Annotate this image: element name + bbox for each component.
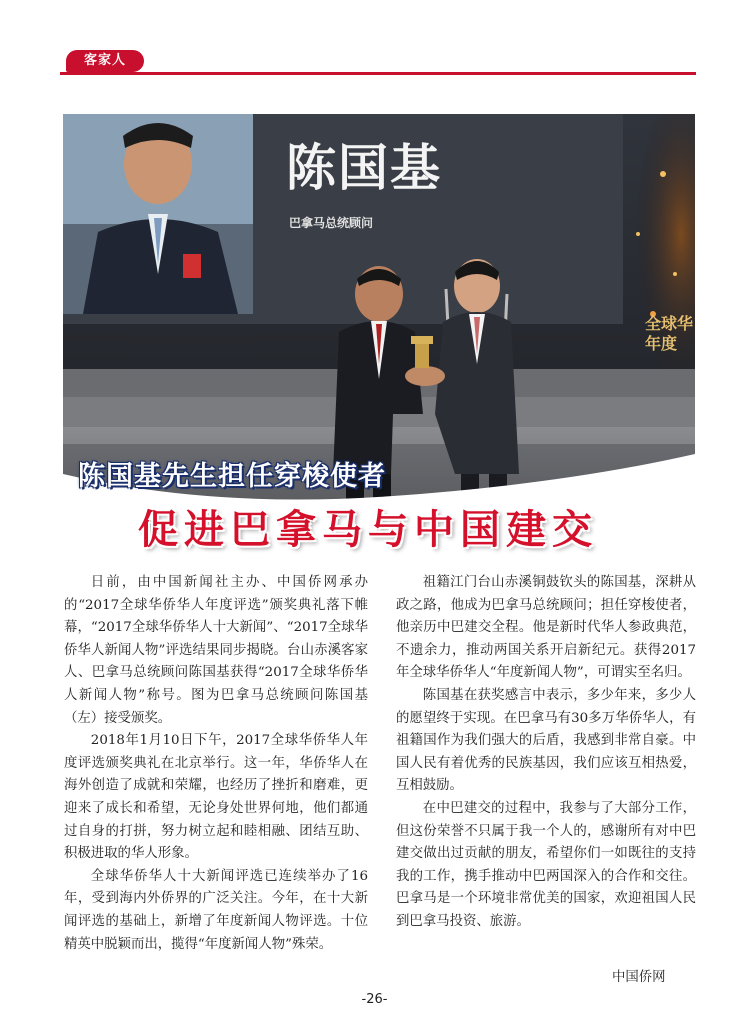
article-column-right — [396, 572, 696, 934]
paragraph: 全球华侨华人十大新闻评选已连续举办了16年，受到海内外侨界的广泛关注。今年，在十大新闻评选的基础上，新增了年度新闻人物评选。十位精英中脱颖而出，揽得“年度新闻人物”殊荣。 — [64, 868, 368, 952]
paragraph: 陈国基在获奖感言中表示，多少年来，多少人的愿望终于实现。在巴拿马有30多万华侨华人，有祖籍国作为我们强大的后盾，我感到非常自豪。中国人民有着优秀的民族基因，我们应该互相热爱，互相鼓励。 — [396, 687, 696, 794]
section-divider — [60, 72, 696, 75]
article-column-left — [64, 572, 368, 956]
stage-backdrop-text: 全球华 年度 — [645, 314, 694, 353]
paragraph: 祖籍江门台山赤溪铜鼓钦头的陈国基，深耕从政之路，他成为巴拿马总统顾问；担任穿梭使者，他亲历中巴建交全程。他是新时代华人参政典范，不遗余力，推动两国关系开启新纪元。获得2017年全球华侨华人“年度新闻人物”，可谓实至名归。 — [396, 575, 696, 681]
screen-title-text: 巴拿马总统顾问 — [289, 216, 374, 230]
paragraph: 2018年1月10日下午，2017全球华侨华人年度评选颁奖典礼在北京举行。这一年，华侨华人在海外创造了成就和荣耀，也经历了挫折和磨难，更迎来了成长和希望，无论身处世界何地，他们都通过自身的打拼，努力树立起和睦相融、团结互助、积极进取的华人形象。 — [64, 733, 368, 862]
paragraph: 在中巴建交的过程中，我参与了大部分工作，但这份荣誉不只属于我一个人的，感谢所有对中巴建交做出过贡献的朋友，希望你们一如既往的支持我的工作，携手推动中巴两国深入的合作和交往。巴拿马是一个环境非常优美的国家，欢迎祖国人民到巴拿马投资、旅游。 — [396, 800, 696, 929]
article-source: 中国侨网 — [612, 970, 666, 985]
screen-name-text: 陈国基 — [286, 139, 442, 197]
page-number: -26- — [361, 992, 388, 1007]
headline-line-2: 促进巴拿马与中国建交 — [138, 507, 598, 553]
section-tab: 客家人 — [66, 50, 144, 72]
paragraph: 日前，由中国新闻社主办、中国侨网承办的“2017全球华侨华人年度评选”颁奖典礼落下帷幕，“2017全球华侨华人十大新闻”、“2017全球华侨华人新闻人物”评选结果同步揭晓。台山赤溪客家人、巴拿马总统顾问陈国基获得“2017全球华侨华人新闻人物”称号。图为巴拿马总统顾问陈国基（左）接受颁奖。 — [64, 575, 368, 726]
headline-line-1: 陈国基先生担任穿梭使者 — [78, 461, 386, 492]
